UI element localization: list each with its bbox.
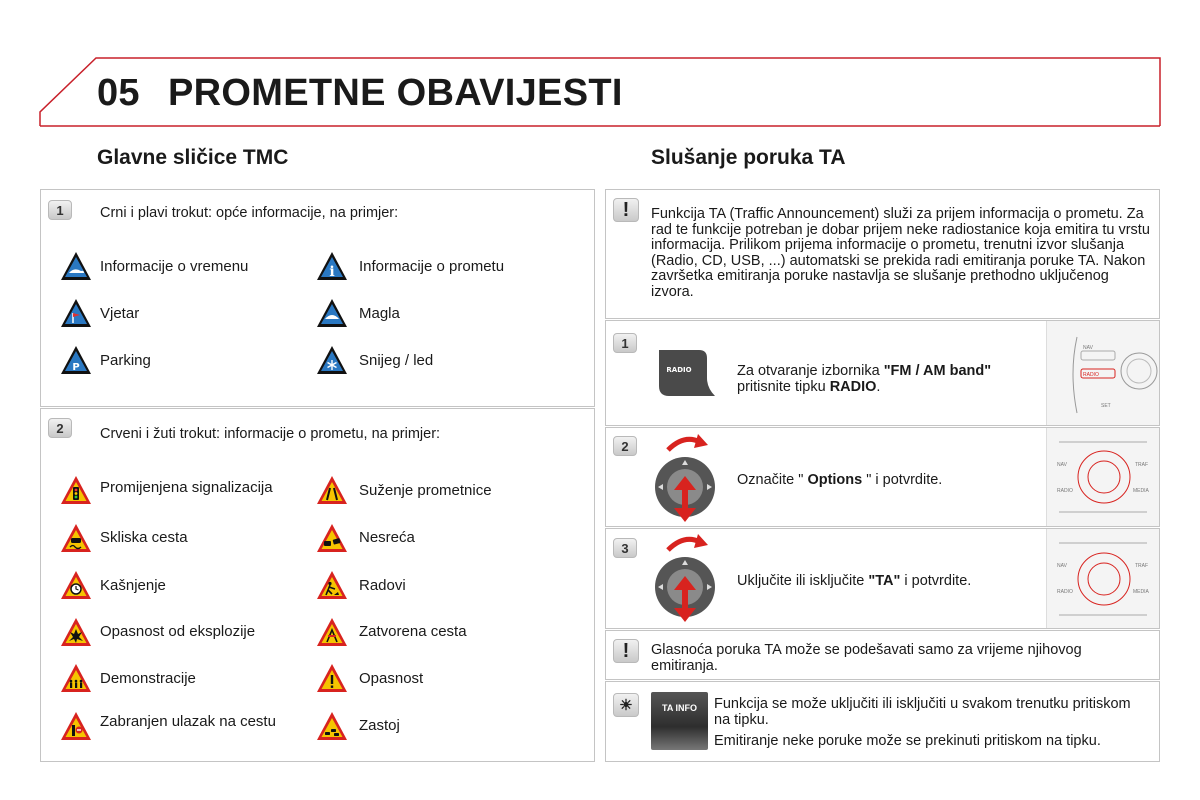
sign-label: Demonstracije (100, 670, 196, 687)
svg-text:RADIO: RADIO (1083, 372, 1099, 378)
traffic-jam-sign-icon (316, 711, 348, 741)
sign-label: Zastoj (359, 717, 400, 734)
closed-road-sign-icon (316, 617, 348, 647)
road-narrow-sign-icon (316, 475, 348, 505)
step-badge: 1 (613, 333, 637, 353)
no-entry-sign-icon (60, 711, 92, 741)
svg-text:SET: SET (1101, 403, 1111, 409)
sign-label: Opasnost od eksplozije (100, 623, 256, 640)
sign-label: Nesreća (359, 529, 415, 546)
radio-key-label: RADIO (666, 366, 692, 374)
rotary-knob-icon (650, 530, 720, 624)
svg-text:MEDIA: MEDIA (1133, 488, 1149, 494)
svg-text:MEDIA: MEDIA (1133, 589, 1149, 595)
block1-intro: Crni i plavi trokut: opće informacije, na primjer: (100, 205, 399, 221)
sign-label: Informacije o prometu (359, 258, 505, 275)
rotary-knob-icon (650, 430, 720, 524)
fog-sign-icon (316, 298, 348, 328)
step3-text: Uključite ili isključite "TA" i potvrdite. (737, 573, 972, 589)
parking-sign-icon (60, 345, 92, 375)
knob-panel-illustration (1046, 529, 1159, 628)
radio-key-icon (655, 346, 717, 400)
sign-label: Kašnjenje (100, 577, 166, 594)
note2-text: Glasnoća poruka TA može se podešavati samo za vrijeme njihovog emitiranja. (651, 642, 1082, 674)
step-badge: 2 (48, 418, 72, 438)
sign-label: Vjetar (100, 305, 140, 322)
block2-intro: Crveni i žuti trokut: informacije o prometu, na primjer: (100, 426, 441, 442)
tip-line1: Funkcija se može uključiti ili isključiti u svakom trenutku pritiskom na tipku. (714, 696, 1131, 728)
info-sign-icon (316, 251, 348, 281)
sign-label: Snijeg / led (359, 352, 434, 369)
step-badge: 1 (48, 200, 72, 220)
demonstration-sign-icon (60, 663, 92, 693)
left-section-title: Glavne sličice TMC (97, 146, 289, 169)
weather-sign-icon (60, 251, 92, 281)
svg-text:RADIO: RADIO (1057, 589, 1073, 595)
sign-label: Parking (100, 352, 151, 369)
delay-sign-icon (60, 570, 92, 600)
explosion-sign-icon (60, 617, 92, 647)
step1-text: Za otvaranje izbornika "FM / AM band" pritisnite tipku RADIO. (737, 363, 992, 395)
warning-icon: ! (613, 198, 639, 222)
sign-label: Informacije o vremenu (100, 258, 249, 275)
svg-text:TRAF: TRAF (1135, 563, 1149, 569)
sign-label: Skliska cesta (100, 529, 188, 546)
signal-change-sign-icon (60, 475, 92, 505)
sign-label: Zabranjen ulazak na cestu (100, 713, 276, 730)
sign-label: Suženje prometnice (359, 482, 492, 499)
svg-text:NAV: NAV (1083, 345, 1093, 351)
svg-text:TRAF: TRAF (1135, 462, 1149, 468)
roadworks-sign-icon (316, 570, 348, 600)
sign-label: Magla (359, 305, 400, 322)
accident-sign-icon (316, 523, 348, 553)
wind-sign-icon (60, 298, 92, 328)
page-title: PROMETNE OBAVIJESTI (168, 72, 623, 114)
tip-line2: Emitiranje neke poruke može se prekinuti pritiskom na tipku. (714, 733, 1101, 749)
svg-text:NAV: NAV (1057, 462, 1067, 468)
sign-label: Promijenjena signalizacija (100, 479, 273, 496)
knob-panel-illustration (1046, 428, 1159, 526)
step-badge: 3 (613, 538, 637, 558)
svg-text:i: i (329, 264, 335, 280)
right-section-title: Slušanje poruka TA (651, 146, 846, 169)
warning-icon: ! (613, 639, 639, 663)
sign-label: Opasnost (359, 670, 424, 687)
step-badge: 2 (613, 436, 637, 456)
slippery-road-sign-icon (60, 523, 92, 553)
svg-text:NAV: NAV (1057, 563, 1067, 569)
svg-text:P: P (72, 362, 80, 373)
ta-info-key-icon: TA INFO (651, 692, 708, 750)
tip-lightbulb-icon: ☀ (613, 693, 639, 717)
sign-label: Zatvorena cesta (359, 623, 467, 640)
chapter-number: 05 (97, 72, 140, 114)
step2-text: Označite " Options " i potvrdite. (737, 472, 943, 488)
note1-text: Funkcija TA (Traffic Announcement) služi za prijem informacija o prometu. Za rad te funkcije potreban je dobar prijem neke radiostanice koja emitira tu vrstu informacija. Prilikom prijema informacije o prometu, trenutni izvor slušanja (Radio, CD, USB, ...) automatski se prekida radi emitiranja poruke TA. Nakon završetka emitiranja poruke nastavlja se slušanje prethodno uključenog izvora. (651, 206, 1150, 300)
svg-text:RADIO: RADIO (1057, 488, 1073, 494)
radio-panel-illustration (1046, 321, 1159, 425)
snow-sign-icon (316, 345, 348, 375)
danger-sign-icon (316, 663, 348, 693)
sign-label: Radovi (359, 577, 406, 594)
